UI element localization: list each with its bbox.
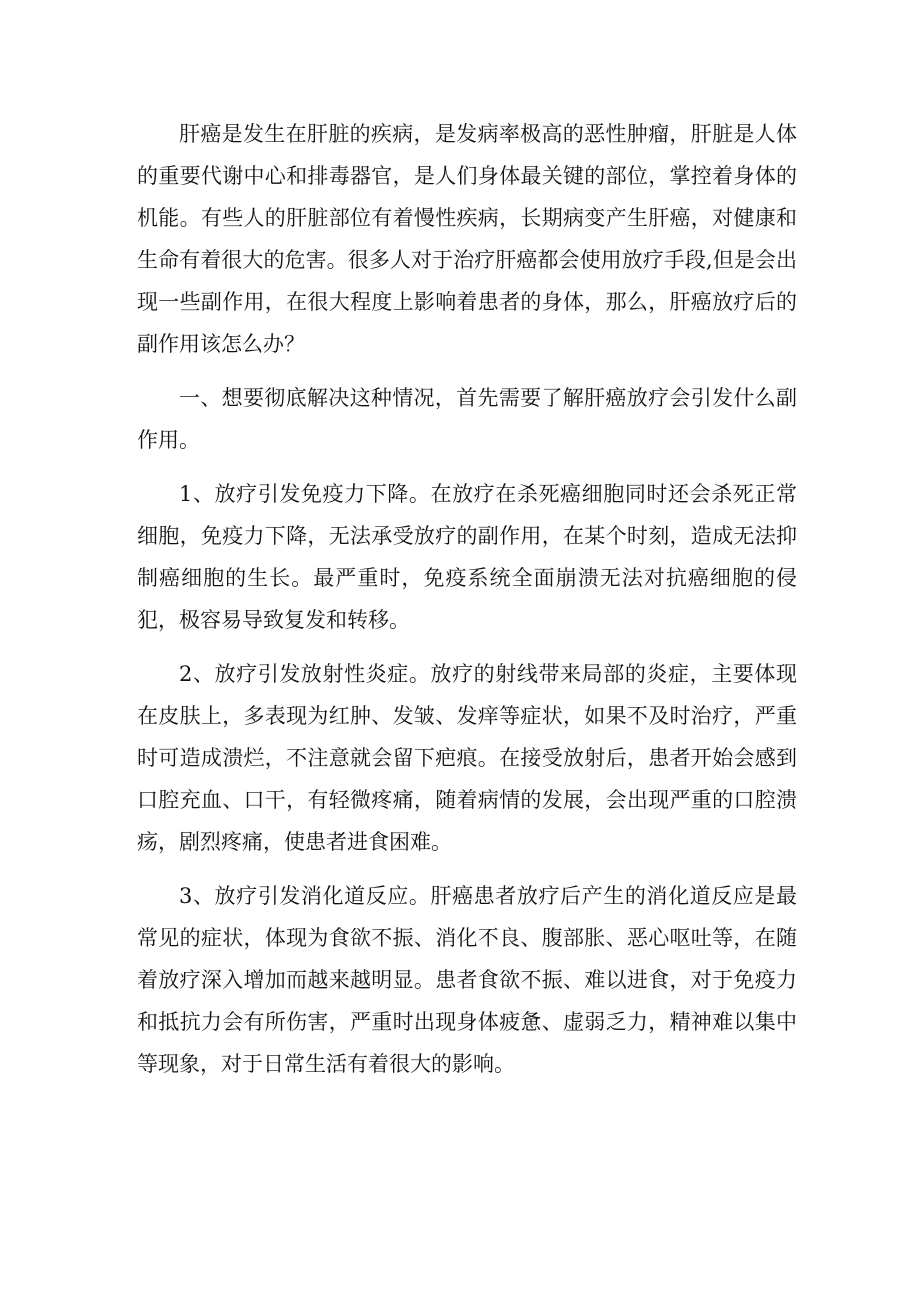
paragraph-item-3: 3、放疗引发消化道反应。肝癌患者放疗后产生的消化道反应是最常见的症状，体现为食欲不振、消化不良、腹部胀、恶心呕吐等，在随着放疗深入增加而越来越明显。患者食欲不振、难以进食，对于免疫力和抵抗力会有所伤害，严重时出现身体疲惫、虚弱乏力，精神难以集中等现象，对于日常生活有着很大的影响。 (137, 884, 797, 1076)
paragraph-item-1: 1、放疗引发免疫力下降。在放疗在杀死癌细胞同时还会杀死正常细胞，免疫力下降，无法承受放疗的副作用，在某个时刻，造成无法抑制癌细胞的生长。最严重时，免疫系统全面崩溃无法对抗癌细胞的侵犯，极容易导致复发和转移。 (137, 482, 797, 632)
paragraph-item-2: 2、放疗引发放射性炎症。放疗的射线带来局部的炎症，主要体现在皮肤上，多表现为红肿、发皱、发痒等症状，如果不及时治疗，严重时可造成溃烂，不注意就会留下疤痕。在接受放射后，患者开始会感到口腔充血、口干，有轻微疼痛，随着病情的发展，会出现严重的口腔溃疡，剧烈疼痛，使患者进食困难。 (137, 662, 797, 854)
paragraph-section-heading: 一、想要彻底解决这种情况，首先需要了解肝癌放疗会引发什么副作用。 (137, 386, 797, 452)
paragraph-intro: 肝癌是发生在肝脏的疾病，是发病率极高的恶性肿瘤，肝脏是人体的重要代谢中心和排毒器官，是人们身体最关键的部位，掌控着身体的机能。有些人的肝脏部位有着慢性疾病，长期病变产生肝癌，对健康和生命有着很大的危害。很多人对于治疗肝癌都会使用放疗手段,但是会出现一些副作用，在很大程度上影响着患者的身体，那么，肝癌放疗后的副作用该怎么办？ (137, 122, 797, 356)
document-body (137, 113, 797, 1097)
